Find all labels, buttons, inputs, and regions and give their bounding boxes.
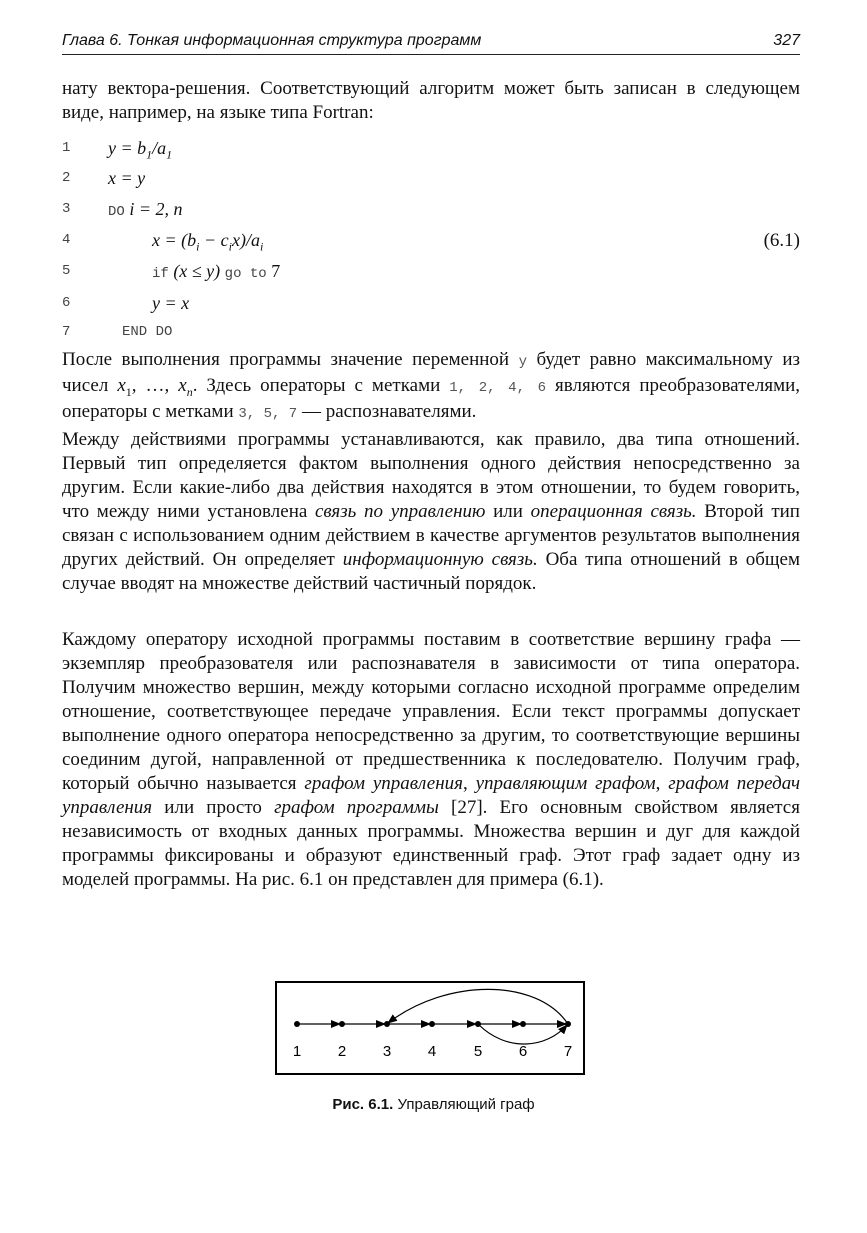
code-text: x = y bbox=[108, 168, 146, 188]
intro-paragraph: нату вектора-решения. Соответствующий алгоритм может быть записан в следующем виде, например, на языке типа Fortran: bbox=[62, 78, 800, 123]
figure-caption bbox=[0, 1096, 867, 1113]
code-line-1 bbox=[62, 138, 800, 162]
text: , bbox=[655, 773, 669, 794]
code-keyword: if bbox=[152, 266, 169, 282]
text: . Здесь операторы с метками bbox=[192, 375, 450, 396]
paragraph-3 bbox=[62, 628, 800, 892]
text: Каждому оператору исходной программы поставим в соответствие вершину графа — экземпляр преобразователя или распознавателя в зависимости от типа оператора. Получим множество вершин, между которыми согласно исходной программе определим отношение, соответствующее передаче управления. Если текст программы допускает выполнение одного оператора непосредственно за другим, то соответствующие вершины соединим дугой, направленной от предшественника к последователю. Получим граф, который обычно называется bbox=[62, 629, 800, 794]
line-number: 7 bbox=[62, 324, 71, 340]
term: информационную связь. bbox=[342, 549, 538, 570]
code-text bbox=[152, 261, 280, 282]
text: являются преобразователями, операторы с метками bbox=[62, 375, 801, 422]
term: графом передач управления bbox=[62, 773, 801, 818]
page-number: 327 bbox=[773, 32, 800, 49]
edge-7-3 bbox=[388, 989, 568, 1024]
line-number: 2 bbox=[62, 170, 71, 186]
code-text bbox=[108, 199, 182, 220]
code-line-3 bbox=[62, 199, 800, 223]
text: будет равно максимальному из чисел bbox=[62, 349, 800, 396]
line-number: 3 bbox=[62, 201, 71, 217]
subscript: 1 bbox=[125, 384, 132, 399]
text: — распознавателями. bbox=[297, 401, 477, 422]
label-list: 3, 5, 7 bbox=[238, 406, 298, 422]
text: Оба типа отношений в общем случае вводят на множестве действий частичный порядок. bbox=[62, 549, 800, 594]
variable-name: y bbox=[518, 354, 527, 370]
graph-node-2 bbox=[339, 1021, 345, 1027]
control-graph bbox=[277, 983, 583, 1073]
control-graph-figure bbox=[275, 981, 585, 1075]
text: [27]. Его основным свойством является независимость от входных данных программы. Множества вершин и дуг для каждой программы фиксированы и образуют единственный граф. Этот граф задает одну из моделей программы. На рис. 6.1 он представлен для примера (6.1). bbox=[62, 797, 800, 890]
line-number: 4 bbox=[62, 232, 71, 248]
edge-5-7 bbox=[478, 1024, 567, 1044]
line-number: 5 bbox=[62, 263, 71, 279]
line-number: 1 bbox=[62, 140, 71, 156]
graph-node-3 bbox=[384, 1021, 390, 1027]
page-header bbox=[62, 30, 800, 55]
caption-label: Рис. 6.1. bbox=[332, 1096, 394, 1113]
text: , …, bbox=[131, 375, 179, 396]
code-line-2 bbox=[62, 168, 800, 192]
subscript: n bbox=[186, 384, 193, 399]
text: Второй тип связан с использованием одним действием в качестве аргументов результатов выполнения других действий. Он определяет bbox=[62, 501, 800, 570]
code-line-5 bbox=[62, 261, 800, 285]
caption-text: Управляющий граф bbox=[393, 1096, 535, 1113]
term: связь по управлению bbox=[315, 501, 486, 522]
term: графом программы bbox=[274, 797, 439, 818]
equation-number: (6.1) bbox=[763, 230, 800, 251]
code-condition: (x ≤ y) bbox=[173, 261, 221, 281]
node-label-3: 3 bbox=[382, 1043, 392, 1060]
paragraph-1 bbox=[62, 348, 800, 426]
chapter-title: Глава 6. Тонкая информационная структура программ bbox=[62, 32, 482, 49]
code-keyword: go to bbox=[224, 266, 267, 282]
code-text: $y = b_1/a_1$ bbox=[108, 138, 173, 162]
code-keyword: END DO bbox=[122, 324, 173, 340]
node-label-7: 7 bbox=[563, 1043, 573, 1060]
graph-node-6 bbox=[520, 1021, 526, 1027]
code-text: $x = (b_i - c_ix)/a_i$ bbox=[152, 230, 264, 254]
code-keyword: DO bbox=[108, 204, 125, 220]
node-label-2: 2 bbox=[337, 1043, 347, 1060]
graph-node-4 bbox=[429, 1021, 435, 1027]
graph-node-7 bbox=[565, 1021, 571, 1027]
text: , bbox=[462, 773, 476, 794]
term: управляющим графом bbox=[475, 773, 656, 794]
line-number: 6 bbox=[62, 295, 71, 311]
code-line-7 bbox=[62, 322, 800, 346]
code-target: 7 bbox=[271, 261, 281, 281]
label-list: 1, 2, 4, 6 bbox=[449, 380, 547, 396]
graph-node-1 bbox=[294, 1021, 300, 1027]
code-text: y = x bbox=[152, 293, 190, 313]
code-line-6 bbox=[62, 293, 800, 317]
graph-node-5 bbox=[475, 1021, 481, 1027]
text: или просто bbox=[152, 797, 275, 818]
code-expr: i = 2, n bbox=[129, 199, 183, 219]
node-label-1: 1 bbox=[292, 1043, 302, 1060]
paragraph-2 bbox=[62, 428, 800, 596]
node-label-4: 4 bbox=[427, 1043, 437, 1060]
code-line-4 bbox=[62, 230, 800, 254]
term: операционная связь. bbox=[530, 501, 697, 522]
term: графом управления bbox=[304, 773, 463, 794]
math-var: x bbox=[117, 375, 126, 396]
node-label-5: 5 bbox=[473, 1043, 483, 1060]
text: После выполнения программы значение переменной bbox=[62, 349, 519, 370]
math-var: x bbox=[178, 375, 187, 396]
text: Между действиями программы устанавливаются, как правило, два типа отношений. Первый тип определяется фактом выполнения одного действия непосредственно за другим. Если какие-либо два действия находятся в этом отношении, то будем говорить, что между ними установлена bbox=[62, 429, 800, 522]
node-label-6: 6 bbox=[518, 1043, 528, 1060]
text: или bbox=[485, 501, 531, 522]
